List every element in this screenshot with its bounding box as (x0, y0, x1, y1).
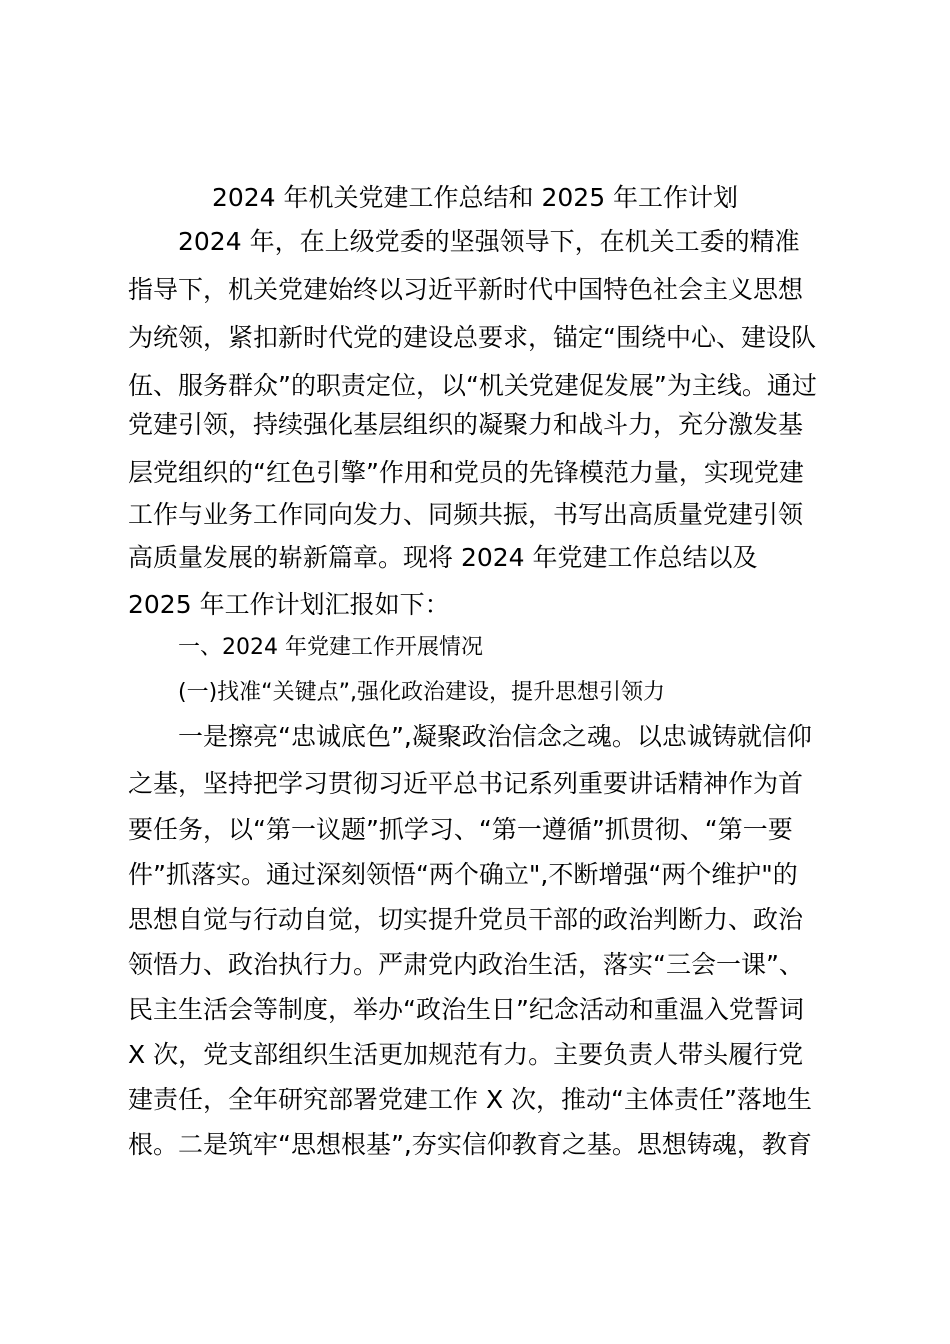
paragraph-line-19: X 次，党支部组织生活更加规范有力。主要负责人带头履行党 (128, 1040, 804, 1069)
paragraph-line-13: 之基，坚持把学习贯彻习近平总书记系列重要讲话精神作为首 (128, 769, 804, 798)
paragraph-line-12: 一是擦亮“忠诚底色”,凝聚政治信念之魂。以忠诚铸就信仰 (178, 722, 812, 751)
paragraph-line-18: 民主生活会等制度，举办“政治生日”纪念活动和重温入党誓词 (128, 995, 804, 1024)
section-heading: 一、2024 年党建工作开展情况 (178, 635, 483, 660)
paragraph-line-9: 2025 年工作计划汇报如下： (128, 590, 450, 619)
paragraph-line-7: 工作与业务工作同向发力、同频共振，书写出高质量党建引领 (128, 500, 804, 529)
paragraph-line-17: 领悟力、政治执行力。严肃党内政治生活，落实“三会一课”、 (128, 950, 804, 979)
subsection-heading: (一)找准“关键点”,强化政治建设，提升思想引领力 (178, 680, 665, 705)
paragraph-line-20: 建责任，全年研究部署党建工作 X 次，推动“主体责任”落地生 (128, 1085, 812, 1114)
paragraph-line-3: 为统领，紧扣新时代党的建设总要求，锚定“围绕中心、建设队 (128, 323, 816, 352)
paragraph-line-4: 伍、服务群众”的职责定位，以“机关党建促发展”为主线。通过 (128, 371, 817, 400)
paragraph-line-21: 根。二是筑牢“思想根基”,夯实信仰教育之基。思想铸魂，教育 (128, 1130, 812, 1159)
paragraph-line-16: 思想自觉与行动自觉，切实提升党员干部的政治判断力、政治 (128, 905, 804, 934)
paragraph-line-14: 要任务，以“第一议题”抓学习、“第一遵循”抓贯彻、“第一要 (128, 815, 793, 844)
paragraph-line-2: 指导下，机关党建始终以习近平新时代中国特色社会主义思想 (128, 275, 804, 304)
paragraph-line-1: 2024 年，在上级党委的坚强领导下，在机关工委的精准 (178, 227, 800, 256)
paragraph-line-8: 高质量发展的崭新篇章。现将 2024 年党建工作总结以及 (128, 543, 758, 572)
paragraph-line-6: 层党组织的“红色引擎”作用和党员的先锋模范力量，实现党建 (128, 458, 804, 487)
paragraph-line-15: 件”抓落实。通过深刻领悟“两个确立",不断增强“两个维护"的 (128, 860, 798, 889)
document-title: 2024 年机关党建工作总结和 2025 年工作计划 (211, 183, 739, 212)
paragraph-line-5: 党建引领，持续强化基层组织的凝聚力和战斗力，充分激发基 (128, 410, 804, 439)
